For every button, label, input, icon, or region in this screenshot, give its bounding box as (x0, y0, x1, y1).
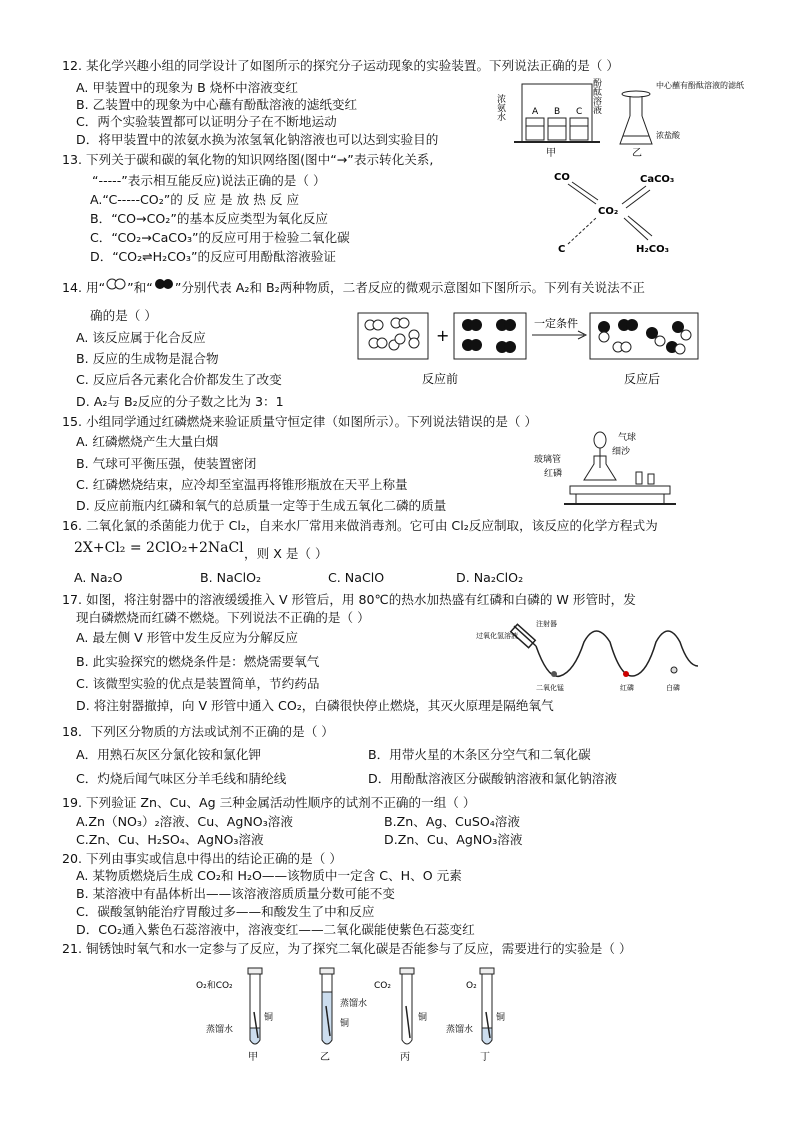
q15-option-b[interactable]: B. 气球可平衡压强，使装置密闭 (76, 456, 257, 471)
q21-caption-ding: 丁 (480, 1052, 490, 1063)
q13-option-d[interactable]: D．“CO₂⇌H₂CO₃”的反应可用酚酞溶液验证 (90, 249, 337, 264)
q20-stem: 20. 下列由事实或信息中得出的结论正确的是（ ） (62, 851, 342, 866)
q17-label-syringe: 注射器 (536, 620, 557, 628)
q12-stem: 12. 某化学兴趣小组的同学设计了如图所示的探究分子运动现象的实验装置。下列说法正确的是（ ） (62, 58, 619, 73)
q16-option-c[interactable]: C. NaClO (328, 570, 385, 585)
q12-option-d[interactable]: D．将甲装置中的浓氨水换为浓氢氧化钠溶液也可以达到实验目的 (76, 132, 439, 147)
q13-dash-c-co2 (568, 218, 596, 244)
q15-balance-apparatus (534, 430, 686, 510)
q17-option-c[interactable]: C. 该微型实验的优点是装置简单，节约药品 (76, 676, 320, 691)
q13-arrow-caco3-co2 (626, 190, 650, 208)
q14-caption-before: 反应前 (422, 372, 459, 386)
q12-caption-jia: 甲 (546, 148, 556, 159)
q14-plus-sign: + (436, 326, 450, 345)
q14-stem (62, 280, 645, 296)
q15-label-balloon: 气球 (618, 433, 637, 443)
q15-option-c[interactable]: C. 红磷燃烧结束，应冷却至室温再将锥形瓶放在天平上称量 (76, 477, 408, 492)
q21-stem: 21. 铜锈蚀时氧气和水一定参与了反应，为了探究二氧化碳是否能参与了反应，需要进行的实验是（ ） (62, 941, 632, 956)
q12-option-c[interactable]: C．两个实验装置都可以证明分子在不断地运动 (76, 114, 337, 129)
tube-ding (480, 968, 494, 1044)
q14-option-c[interactable]: C. 反应后各元素化合价都发生了改变 (76, 372, 282, 387)
q20-option-d[interactable]: D．CO₂通入紫色石蕊溶液中，溶液变红——二氧化碳能使紫色石蕊变红 (76, 922, 475, 937)
q16-option-b[interactable]: B. NaClO₂ (200, 570, 262, 585)
q12-option-a[interactable]: A. 甲装置中的现象为 B 烧杯中溶液变红 (76, 80, 298, 95)
q21-ding-copper-label: 铜 (496, 1013, 506, 1023)
q13-stem-cont: “-----”表示相互能反应)说法正确的是（ ） (92, 173, 326, 188)
balloon-shape (594, 432, 606, 448)
q17-w-tube-apparatus (476, 618, 706, 694)
q20-option-a[interactable]: A. 某物质燃烧后生成 CO₂和 H₂O——该物质中一定含 C、H、O 元素 (76, 868, 462, 883)
q21-jia-gas-label: O₂和CO₂ (196, 981, 233, 991)
q17-stem: 17. 如图，将注射器中的溶液缓缓推入 V 形管后，用 80℃的热水加热盛有红磷和白磷的 W 形管时，发 (62, 592, 636, 607)
q18-option-b[interactable]: B．用带火星的木条区分空气和二氧化碳 (368, 747, 591, 762)
q13-arrow-co2-caco3 (622, 186, 646, 204)
q13-node-co: CO (554, 172, 570, 183)
q13-arrow-co2-co (572, 182, 598, 200)
q12-label-phenolphthalein: 酚酞溶液 (591, 78, 601, 114)
q17-label-h2o2: 过氧化氢溶液 (476, 632, 518, 640)
a2-molecule-icon (105, 278, 127, 290)
q21-jia-copper-label: 铜 (264, 1013, 274, 1023)
q13-node-co2: CO₂ (598, 206, 619, 217)
q13-stem: 13. 下列关于碳和碳的氧化物的知识网络图(图中“→”表示转化关系, (62, 152, 434, 167)
q12-yi-apparatus (620, 91, 652, 144)
q14-stem-cont: 确的是（ ） (90, 308, 157, 323)
q21-jia-water-label: 蒸馏水 (206, 1025, 234, 1035)
q13-arrow-co-co2 (568, 184, 596, 204)
q21-bing-gas-label: CO₂ (374, 981, 391, 991)
q19-stem: 19. 下列验证 Zn、Cu、Ag 三种金属活动性顺序的试剂不正确的一组（ ） (62, 795, 476, 810)
q19-option-a[interactable]: A.Zn（NO₃）₂溶液、Cu、AgNO₃溶液 (76, 814, 293, 829)
q12-apparatus-figure (495, 74, 744, 160)
q14-stem-part2: ”和“ (127, 280, 153, 295)
q12-option-b[interactable]: B. 乙装置中的现象为中心蘸有酚酞溶液的滤纸变红 (76, 97, 358, 112)
q16-option-d[interactable]: D. Na₂ClO₂ (456, 570, 524, 585)
q17-label-red-p: 红磷 (620, 684, 634, 692)
q14-option-b[interactable]: B. 反应的生成物是混合物 (76, 351, 219, 366)
q12-label-hcl: 浓盐酸 (656, 131, 680, 140)
q13-option-a[interactable]: A.“C-----CO₂”的 反 应 是 放 热 反 应 (90, 192, 300, 207)
q14-micro-reaction-diagram (356, 311, 702, 391)
q13-node-h2co3: H₂CO₃ (636, 244, 669, 255)
q16-stem: 16. 二氧化氯的杀菌能力优于 Cl₂，自来水厂常用来做消毒剂。它可由 Cl₂反应制取，该反应的化学方程式为 (62, 518, 658, 533)
q20-option-c[interactable]: C．碳酸氢钠能治疗胃酸过多——和酸发生了中和反应 (76, 904, 375, 919)
q12-caption-yi: 乙 (632, 148, 642, 159)
q16-equation: 2X+Cl₂ = 2ClO₂+2NaCl (74, 540, 244, 556)
q12-beaker-a-label: A (532, 107, 539, 117)
q16-stem-cont: ，则 X 是（ ） (244, 546, 328, 561)
q14-option-d[interactable]: D. A₂与 B₂反应的分子数之比为 3：1 (76, 394, 284, 409)
q14-box-b2 (454, 313, 526, 359)
q21-caption-yi: 乙 (320, 1052, 330, 1063)
q21-ding-gas-label: O₂ (466, 981, 477, 991)
q17-label-white-p: 白磷 (666, 684, 680, 692)
q18-option-c[interactable]: C．灼烧后闻气味区分羊毛线和腈纶线 (76, 771, 287, 786)
q13-option-b[interactable]: B．“CO→CO₂”的基本反应类型为氧化反应 (90, 211, 328, 226)
q13-carbon-network-diagram (548, 168, 688, 260)
q20-option-b[interactable]: B. 某溶液中有晶体析出——该溶液溶质质量分数可能不变 (76, 886, 395, 901)
q21-ding-water-label: 蒸馏水 (446, 1025, 474, 1035)
q14-condition-label: 一定条件 (534, 317, 578, 330)
tube-yi (320, 968, 334, 1044)
q21-bing-copper-label: 铜 (418, 1013, 428, 1023)
q17-label-mno2: 二氧化锰 (536, 684, 564, 692)
q14-stem-part1: 14. 用“ (62, 280, 106, 295)
q13-arrow-co2-h2co3 (624, 218, 648, 240)
q18-stem: 18．下列区分物质的方法或试剂不正确的是（ ） (62, 724, 334, 739)
q21-caption-jia: 甲 (248, 1052, 258, 1063)
q15-option-a[interactable]: A. 红磷燃烧产生大量白烟 (76, 434, 219, 449)
q18-option-a[interactable]: A．用熟石灰区分氯化铵和氯化钾 (76, 747, 261, 762)
q18-option-d[interactable]: D．用酚酞溶液区分碳酸钠溶液和氯化钠溶液 (368, 771, 617, 786)
q13-node-c: C (558, 244, 566, 255)
q15-label-red-phosphorus: 红磷 (544, 469, 563, 479)
q17-option-a[interactable]: A. 最左侧 V 形管中发生反应为分解反应 (76, 630, 298, 645)
q14-stem-part3: ”分别代表 A₂和 B₂两种物质，二者反应的微观示意图如下图所示。下列有关说法不正 (174, 280, 645, 295)
q12-beaker-c-label: C (576, 107, 583, 117)
q15-option-d[interactable]: D. 反应前瓶内红磷和氧气的总质量一定等于生成五氧化二磷的质量 (76, 498, 447, 513)
q14-caption-after: 反应后 (624, 372, 661, 386)
q17-option-b[interactable]: B. 此实验探究的燃烧条件是：燃烧需要氧气 (76, 654, 320, 669)
q21-yi-copper-label: 铜 (340, 1019, 350, 1029)
tube-bing (400, 968, 414, 1044)
q15-stem: 15. 小组同学通过红磷燃烧来验证质量守恒定律（如图所示）。下列说法错误的是（ ） (62, 414, 538, 429)
q15-label-glass-tube: 玻璃管 (534, 455, 562, 465)
q21-yi-water-label: 蒸馏水 (340, 999, 368, 1009)
b2-molecule-icon (153, 278, 175, 290)
q13-option-c[interactable]: C．“CO₂→CaCO₃”的反应可用于检验二氧化碳 (90, 230, 350, 245)
q15-label-sand: 细沙 (612, 447, 631, 457)
q19-option-d[interactable]: D.Zn、Cu、AgNO₃溶液 (384, 832, 523, 847)
q21-test-tubes-figure (196, 962, 536, 1066)
q19-option-c[interactable]: C.Zn、Cu、H₂SO₄、AgNO₃溶液 (76, 832, 264, 847)
q12-label-filter-paper: 中心蘸有酚酞溶液的滤纸 (656, 81, 744, 90)
q17-option-d[interactable]: D. 将注射器撤掉，向 V 形管中通入 CO₂，白磷很快停止燃烧，其灭火原理是隔绝氧气 (76, 698, 554, 713)
q12-label-ammonia: 浓氨水 (495, 94, 505, 121)
q13-node-caco3: CaCO₃ (640, 174, 675, 185)
q21-caption-bing: 丙 (400, 1052, 410, 1063)
tube-jia (248, 968, 262, 1044)
q16-option-a[interactable]: A. Na₂O (74, 570, 123, 585)
q17-stem-cont: 现白磷燃烧而红磷不燃烧。下列说法不正确的是（ ） (76, 610, 370, 625)
q12-beaker-b-label: B (554, 107, 561, 117)
q19-option-b[interactable]: B.Zn、Ag、CuSO₄溶液 (384, 814, 520, 829)
q14-option-a[interactable]: A. 该反应属于化合反应 (76, 330, 206, 345)
